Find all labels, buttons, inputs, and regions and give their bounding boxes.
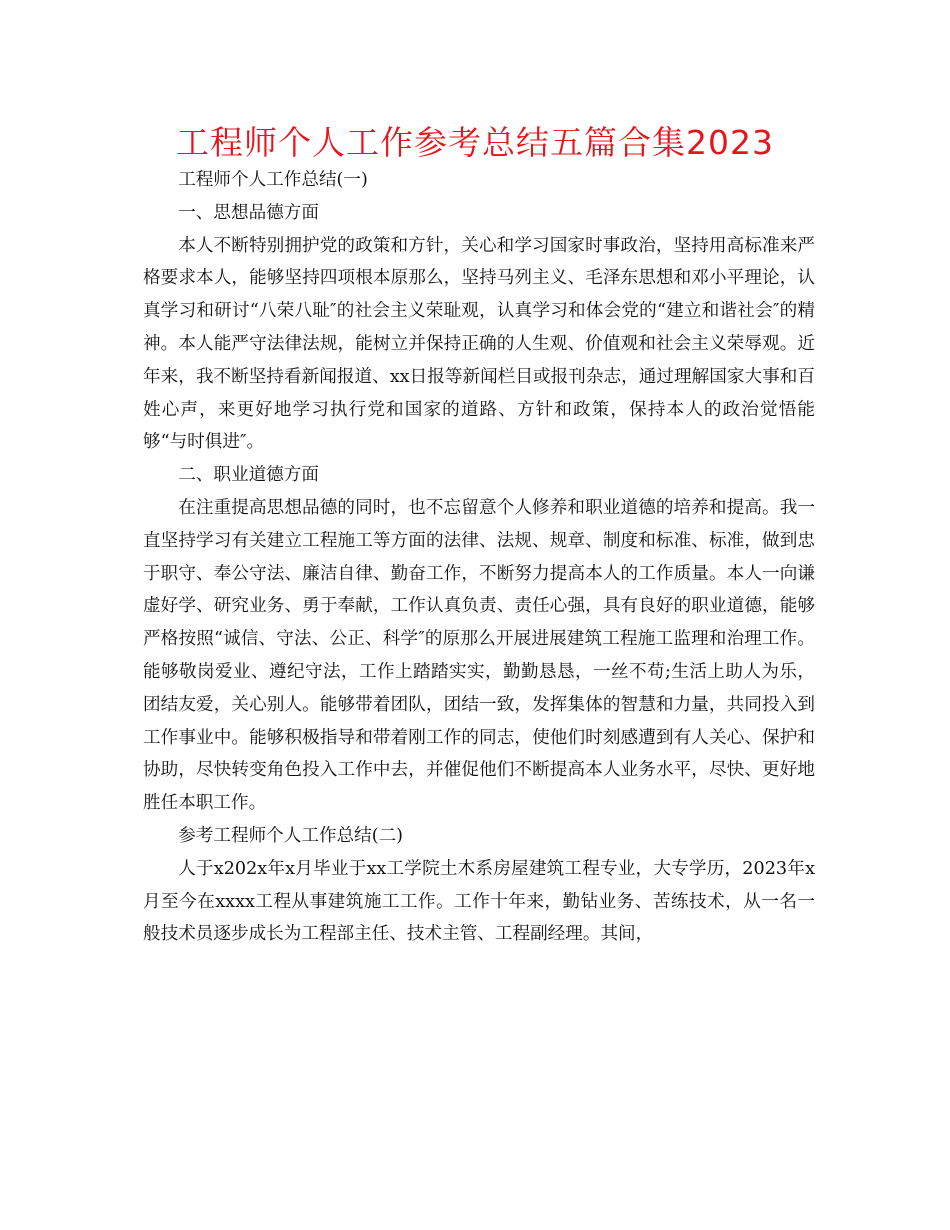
subheading-ideology: 一、思想品德方面 [178,202,319,223]
paragraph-ideology: 本人不断特别拥护党的政策和方针，关心和学习国家时事政治，坚持用高标准来严格要求本人，能够坚持四项根本原那么，坚持马列主义、毛泽东思想和邓小平理论，认真学习和研讨“八荣八耻″的社会主义荣耻观，认真学习和体会党的“建立和谐社会″的精神。本人能严守法律法规，能树立并保持正确的人生观、价值观和社会主义荣辱观。近年来，我不断坚持看新闻报道、xx日报等新闻栏目或报刊杂志，通过理解国家大事和百姓心声，来更好地学习执行党和国家的道路、方针和政策，保持本人的政治觉悟能够“与时俱进″。 [143,235,815,453]
subheading-professional-ethics: 二、职业道德方面 [178,465,319,486]
paragraph-career: 人于x202x年x月毕业于xx工学院土木系房屋建筑工程专业，大专学历，2023年x月至今在xxxx工程从事建筑施工工作。工作十年来，勤钻业务、苦练技术，从一名一般技术员逐步成长为工程部主任、技术主管、工程副经理。其间， [143,858,815,945]
paragraph-professional-ethics: 在注重提高思想品德的同时，也不忘留意个人修养和职业道德的培养和提高。我一直坚持学习有关建立工程施工等方面的法律、法规、规章、制度和标准、标准，做到忠于职守、奉公守法、廉洁自律、勤奋工作，不断努力提高本人的工作质量。本人一向谦虚好学、研究业务、勇于奉献，工作认真负责、责任心强，具有良好的职业道德，能够严格按照“诚信、守法、公正、科学″的原那么开展进展建筑工程施工监理和治理工作。能够敬岗爱业、遵纪守法，工作上踏踏实实，勤勤恳恳，一丝不苟;生活上助人为乐，团结友爱，关心别人。能够带着团队，团结一致，发挥集体的智慧和力量，共同投入到工作事业中。能够积极指导和带着刚工作的同志，使他们时刻感遭到有人关心、保护和协助，尽快转变角色投入工作中去，并催促他们不断提高本人业务水平，尽快、更好地胜任本职工作。 [143,497,815,814]
document-title: 工程师个人工作参考总结五篇合集2023 [176,123,774,162]
document-body [143,164,815,951]
section-heading-part-one: 工程师个人工作总结(一) [178,170,368,190]
section-heading-part-two: 参考工程师个人工作总结(二) [178,825,404,846]
